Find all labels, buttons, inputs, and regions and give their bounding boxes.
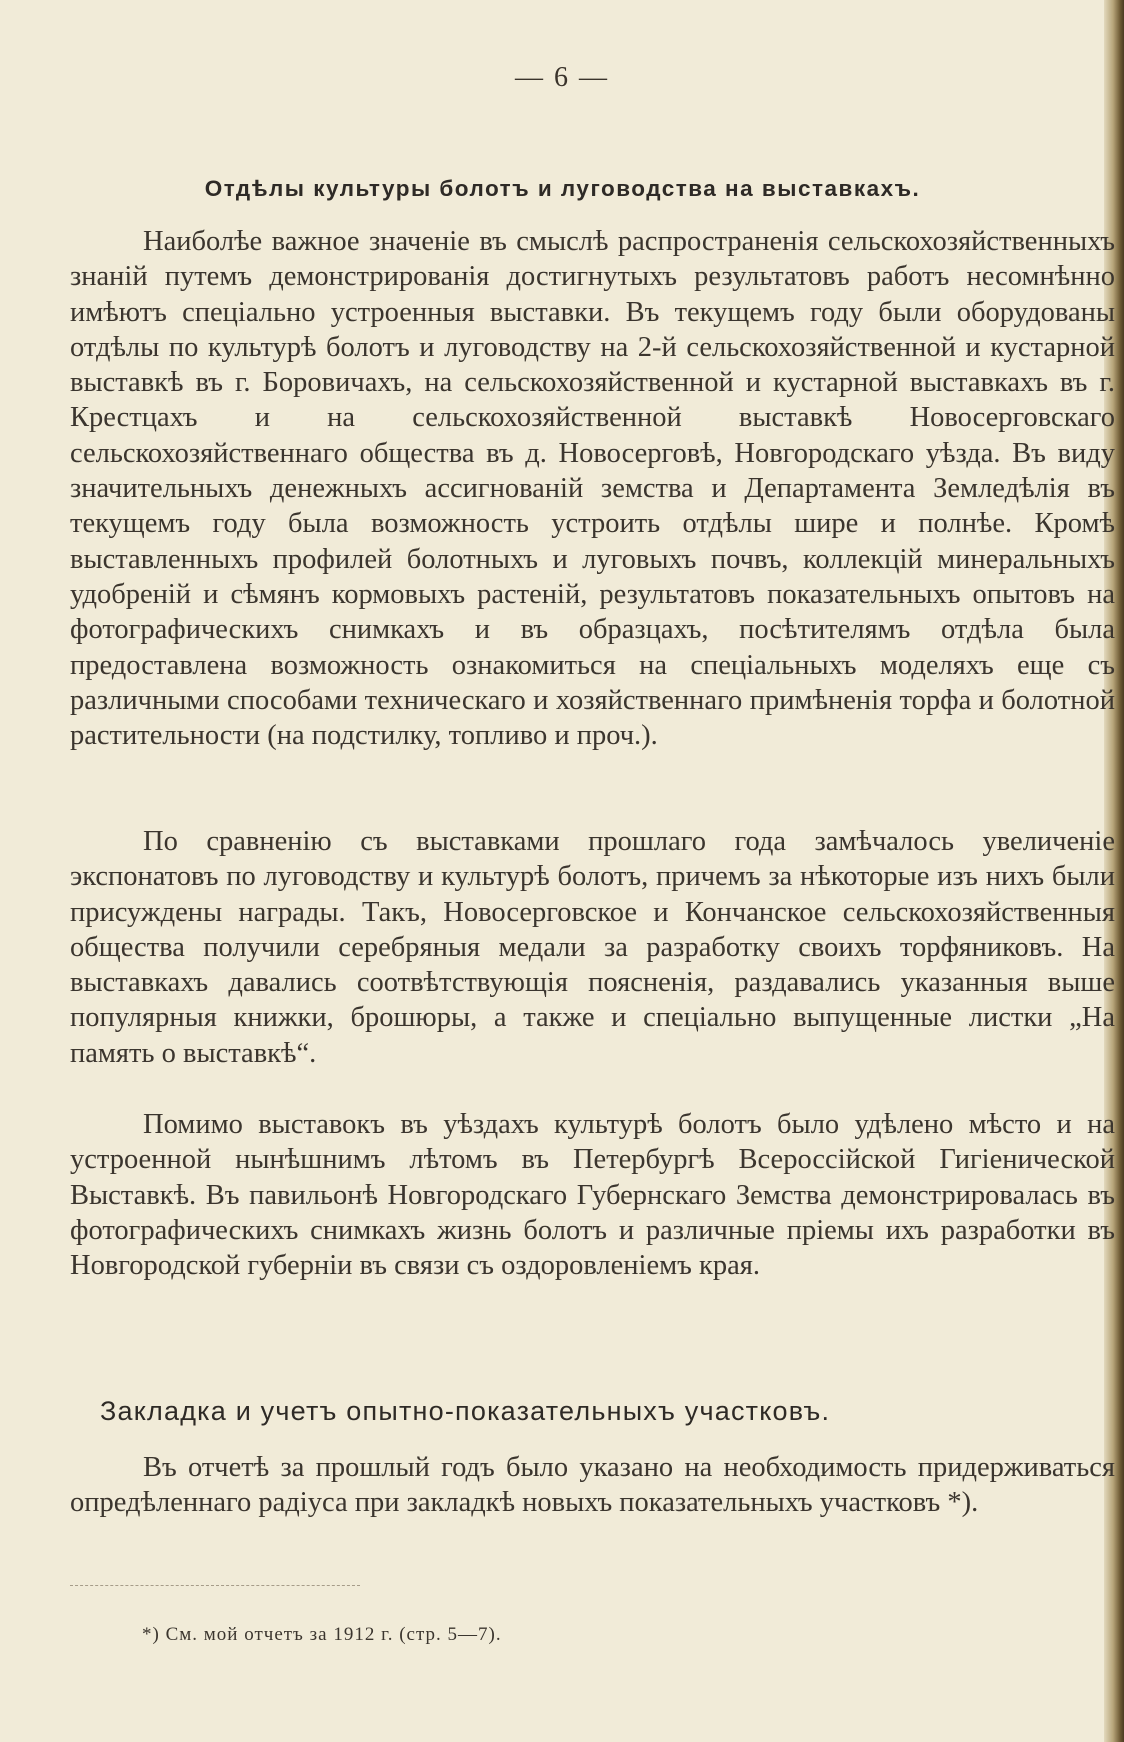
paragraph-exhibitions-3: Помимо выставокъ въ уѣздахъ культурѣ болотъ было удѣлено мѣсто и на устроенной нынѣшнимъ лѣтомъ въ Петербургѣ Всероссійской Гигіенической Выставкѣ. Въ павильонѣ Новгородскаго Губернскаго Земства демонстрировалась въ фотографическихъ снимкахъ жизнь болотъ и различные пріемы ихъ разработки въ Новгородской губерніи въ связи съ оздоровленіемъ края. xyxy=(70,1109,1115,1282)
section-heading-exhibitions: Отдѣлы культуры болотъ и луговодства на выставкахъ. xyxy=(204,176,921,201)
footnote: *) См. мой отчетъ за 1912 г. (стр. 5—7). xyxy=(142,1624,502,1645)
paragraph-exhibitions-1: Наиболѣе важное значеніе въ смыслѣ распространенія сельскохозяйственныхъ знаній путемъ демонстрированія достигнутыхъ результатовъ работъ несомнѣнно имѣютъ спеціально устроенныя выставки. Въ текущемъ году были оборудованы отдѣлы по культурѣ болотъ и луговодству на 2-й сельскохозяйственной и кустарной выставкѣ въ г. Боровичахъ, на сельскохозяйственной и кустарной выставкахъ въ г. Крестцахъ и на сельскохозяйственной выставкѣ Новосерговскаго сельскохозяйственнаго общества въ д. Новосерговѣ, Новгородскаго уѣзда. Въ виду значительныхъ денежныхъ ассигнованій земства и Департамента Земледѣлія въ текущемъ году была возможность устроить отдѣлы шире и полнѣе. Кромѣ выставленныхъ профилей болотныхъ и луговыхъ почвъ, коллекцій минеральныхъ удобреній и сѣмянъ кормовыхъ растеній, результатовъ показательныхъ опытовъ на фотографическихъ снимкахъ и въ образцахъ, посѣтителямъ отдѣла была предоставлена возможность ознакомиться на спеціальныхъ моделяхъ еще съ различными способами техническаго и хозяйственнаго примѣненія торфа и болотной растительности (на подстилку, топливо и проч.). xyxy=(70,226,1115,752)
footnote-divider xyxy=(70,1585,360,1586)
section-heading-plots: Закладка и учетъ опытно-показательныхъ участковъ. xyxy=(100,1396,831,1426)
paragraph-plots-1: Въ отчетѣ за прошлый годъ было указано на необходимость придерживаться опредѣленнаго радіуса при закладкѣ новыхъ показательныхъ участковъ *). xyxy=(70,1452,1115,1519)
page-number: — 6 — xyxy=(515,62,609,93)
paragraph-exhibitions-2: По сравненію съ выставками прошлаго года замѣчалось увеличеніе экспонатовъ по луговодству и культурѣ болотъ, причемъ за нѣкоторые изъ нихъ были присуждены награды. Такъ, Новосерговское и Кончанское сельскохозяйственныя общества получили серебряныя медали за разработку своихъ торфяниковъ. На выставкахъ давались соотвѣтствующія поясненія, раздавались указанныя выше популярныя книжки, брошюры, а также и спеціально выпущенные листки „На память о выставкѣ“. xyxy=(70,826,1115,1069)
